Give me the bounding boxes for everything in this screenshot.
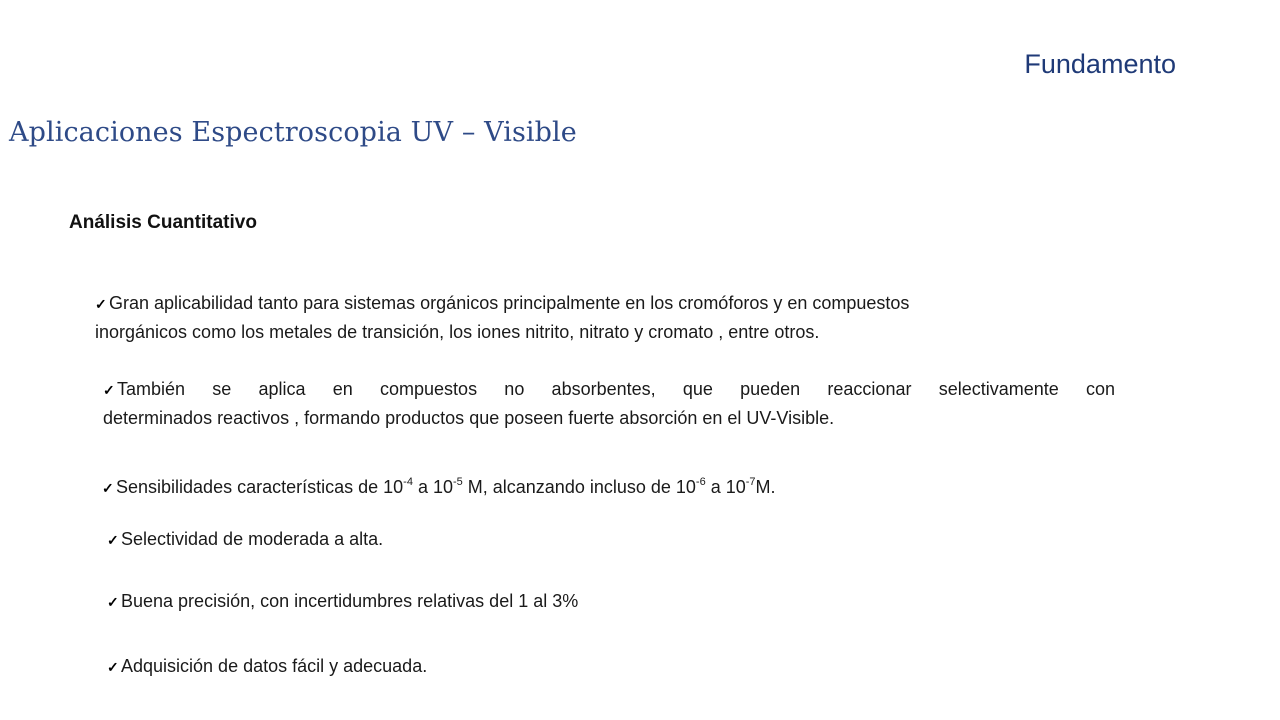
bullet-text: Selectividad de moderada a alta. <box>121 529 384 549</box>
bullet-applicability <box>95 289 1145 346</box>
bullet-selectivity <box>107 525 707 554</box>
page-title: Aplicaciones Espectroscopia UV – Visible <box>9 117 577 148</box>
exponent: -5 <box>452 476 463 488</box>
bullet-text: inorgánicos como los metales de transición, los iones nitrito, nitrato y cromato , entre otros. <box>95 322 820 342</box>
checkmark-icon: ✓ <box>95 296 107 312</box>
bullet-sensitivity <box>102 473 1002 502</box>
checkmark-icon: ✓ <box>107 594 119 610</box>
checkmark-icon: ✓ <box>107 532 119 548</box>
bullet-text: Gran aplicabilidad tanto para sistemas orgánicos principalmente en los cromóforos y en compuestos <box>109 293 910 313</box>
section-heading: Análisis Cuantitativo <box>69 212 257 233</box>
checkmark-icon: ✓ <box>107 659 119 675</box>
bullet-text: determinados reactivos , formando productos que poseen fuerte absorción en el UV-Visible. <box>103 408 835 428</box>
bullet-precision <box>107 587 807 616</box>
bullet-text: Buena precisión, con incertidumbres relativas del 1 al 3% <box>121 591 579 611</box>
bullet-text: Adquisición de datos fácil y adecuada. <box>121 656 428 676</box>
bullet-data-acquisition <box>107 652 707 681</box>
bullet-non-absorbing <box>103 375 1115 432</box>
checkmark-icon: ✓ <box>102 480 114 496</box>
checkmark-icon: ✓ <box>103 382 115 398</box>
corner-title: Fundamento <box>1024 49 1176 79</box>
exponent: -7 <box>745 476 756 488</box>
bullet-text: También se aplica en compuestos no absorbentes, que pueden reaccionar selectivamente con <box>117 379 1115 399</box>
bullet-text: Sensibilidades características de $10^{-4}$ a $10^{-5}$ M, alcanzando incluso de $10^{-6}$ a $10^{-7}M$. <box>116 476 776 497</box>
exponent: -4 <box>403 476 413 488</box>
exponent: -6 <box>695 476 706 488</box>
